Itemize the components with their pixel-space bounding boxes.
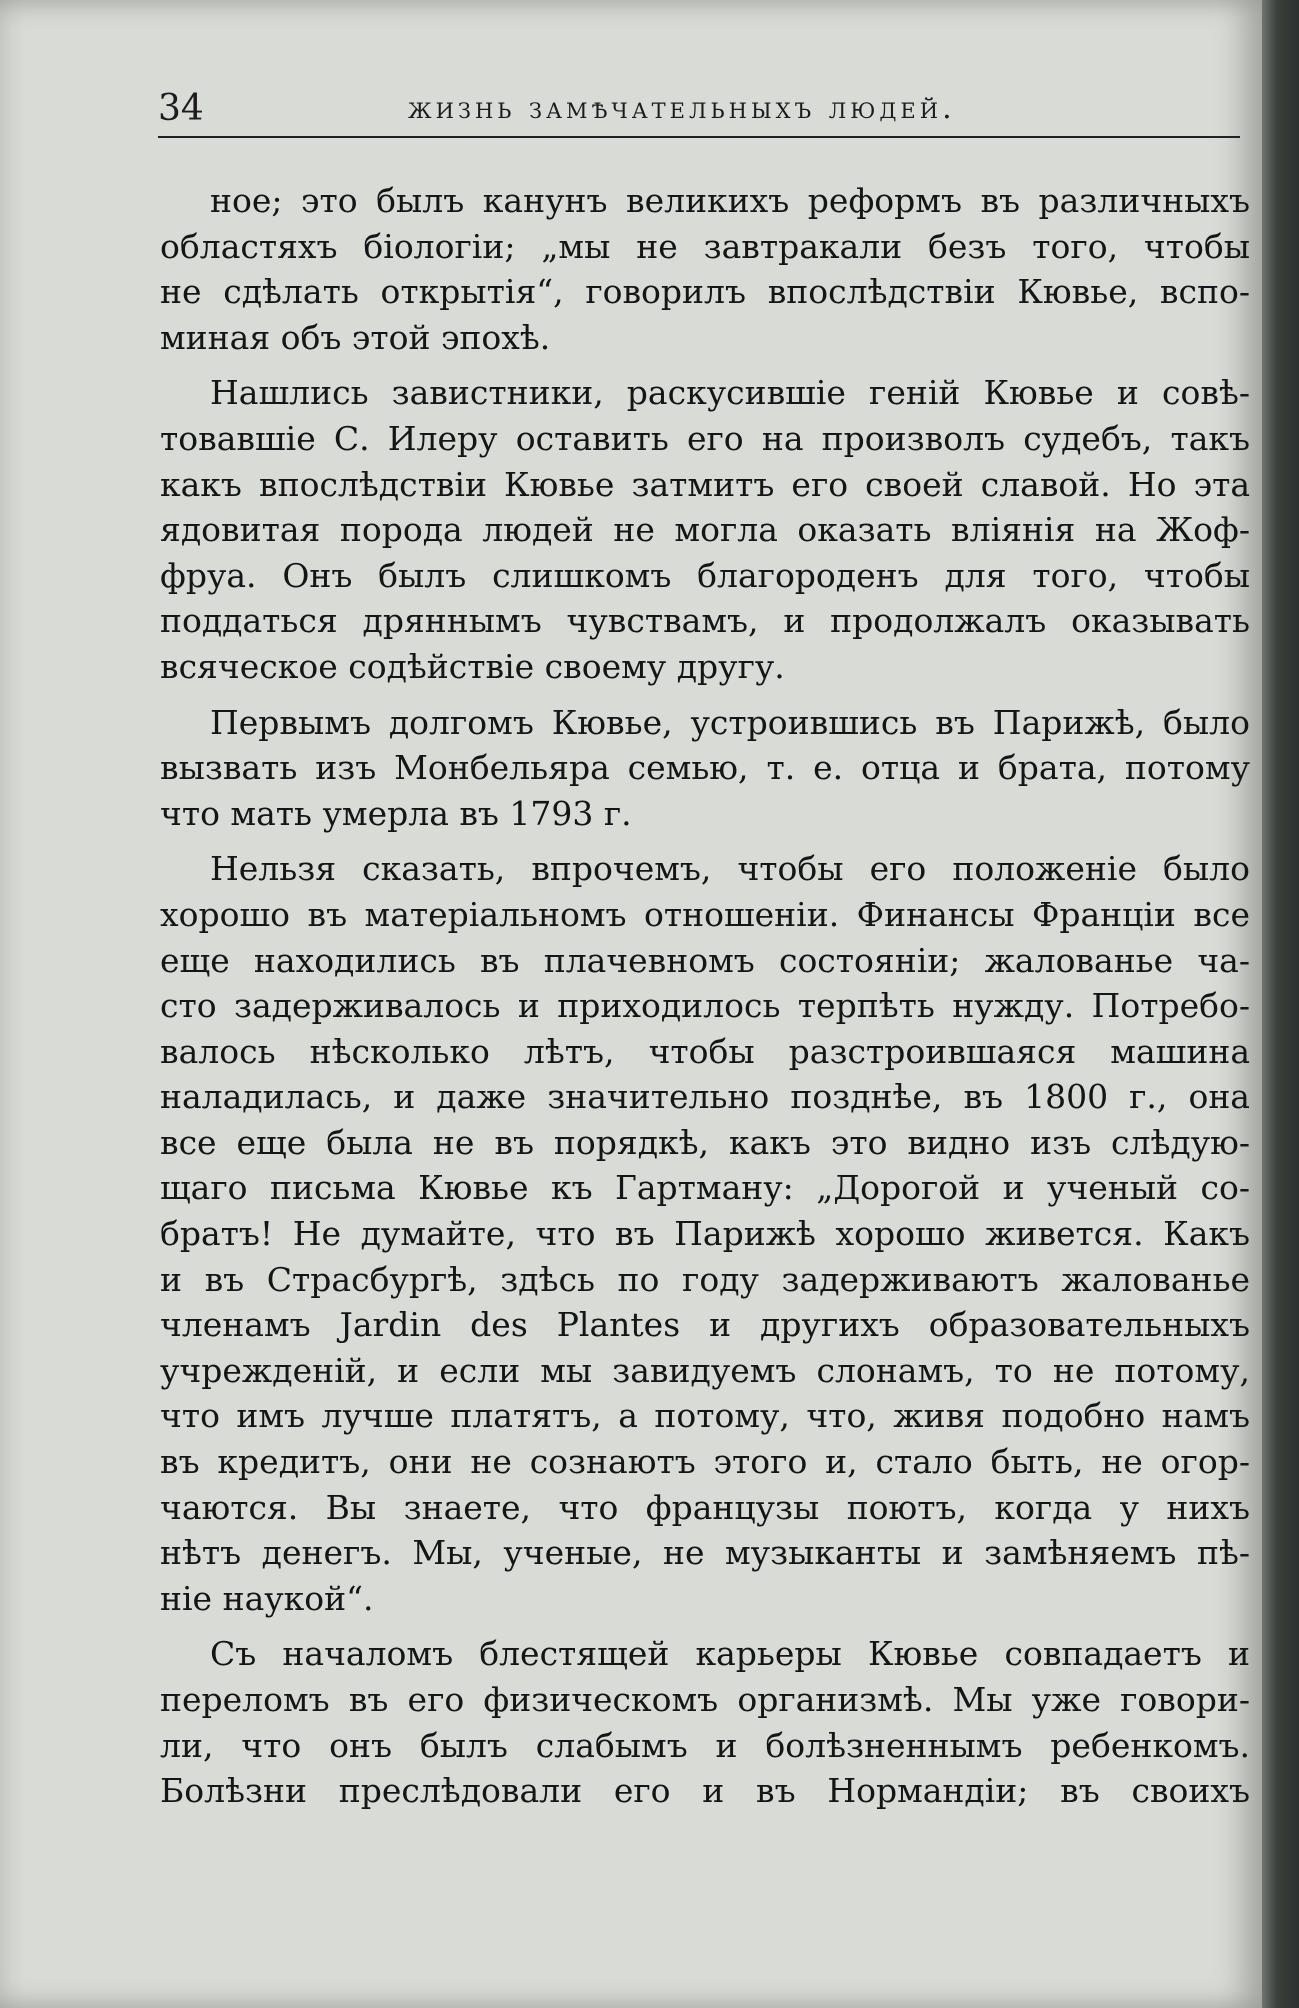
text-line: ли, что онъ былъ слабымъ и болѣзненнымъ ребенкомъ. [160,1725,1250,1765]
text-line: всяческое содѣйствіе своему другу. [160,646,785,686]
text-line: что имъ лучше платятъ, а потому, что, живя подобно намъ [160,1396,1250,1436]
text-line: областяхъ біологіи; „мы не завтракали безъ того, чтобы [160,226,1250,266]
paragraph [160,1631,1250,1813]
header-rule [158,136,1240,138]
text-line: Болѣзни преслѣдовали его и въ Нормандіи; въ своихъ [160,1771,1250,1811]
text-line: ядовитая порода людей не могла оказать вліянія на Жоф- [160,510,1250,550]
text-line: Первымъ долгомъ Кювье, устроившись въ Парижѣ, было [210,702,1250,742]
text-line: учрежденій, и если мы завидуемъ слонамъ, то не потому, [160,1350,1250,1390]
paragraph [160,700,1250,837]
text-line: поддаться дряннымъ чувствамъ, и продолжалъ оказывать [160,601,1250,641]
text-line: какъ впослѣдствіи Кювье затмитъ его своей славой. Но эта [160,464,1250,504]
text-line: щаго письма Кювье къ Гартману: „Дорогой и ученый со- [160,1168,1250,1208]
book-edge-shadow [1262,0,1299,2008]
text-line: вызвать изъ Монбельяра семью, т. е. отца и брата, потому [160,748,1250,788]
text-line: въ кредитъ, они не сознаютъ этого и, стало быть, не огор- [160,1442,1250,1482]
text-line: братъ! Не думайте, что въ Парижѣ хорошо живется. Какъ [160,1214,1250,1254]
text-line: товавшіе С. Илеру оставить его на произволъ судебъ, такъ [160,418,1250,458]
page-number: 34 [158,88,204,129]
text-line: и въ Страсбургѣ, здѣсь по году задерживаютъ жалованье [160,1259,1250,1299]
text-line: фруа. Онъ былъ слишкомъ благороденъ для того, чтобы [160,555,1250,595]
text-line: наладилась, и даже значительно позднѣе, въ 1800 г., она [160,1077,1250,1117]
paragraph [160,370,1250,689]
text-line: все еще была не въ порядкѣ, какъ это видно изъ слѣдую- [160,1122,1250,1162]
text-line: что мать умерла въ 1793 г. [160,793,632,833]
text-line: чаются. Вы знаете, что французы поютъ, когда у нихъ [160,1487,1250,1527]
text-line: нѣтъ денегъ. Мы, ученые, не музыканты и замѣняемъ пѣ- [160,1533,1250,1573]
text-line: переломъ въ его физическомъ организмѣ. Мы уже говори- [160,1680,1250,1719]
body-text [160,178,1250,1814]
text-line: хорошо въ матеріальномъ отношеніи. Финансы Франціи все [160,894,1250,934]
text-line: сто задерживалось и приходилось терпѣть нужду. Потребо- [160,986,1250,1026]
text-line: ное; это былъ канунъ великихъ реформъ въ различныхъ [210,181,1250,220]
paragraph [160,846,1250,1621]
running-title: жизнь замѣчательныхъ людей. [408,91,956,126]
text-line: ніе наукой“. [160,1578,374,1618]
text-line: не сдѣлать открытія“, говорилъ впослѣдствіи Кювье, вспо- [160,272,1250,312]
page-header [158,84,1238,134]
text-line: валось нѣсколько лѣтъ, чтобы разстроившаяся машина [160,1031,1250,1071]
paragraph [160,178,1250,360]
text-line: еще находились въ плачевномъ состояніи; жалованье ча- [160,940,1250,980]
text-line: миная объ этой эпохѣ. [160,317,551,357]
text-line: Нельзя сказать, впрочемъ, чтобы его положеніе было [210,849,1250,889]
text-line: Съ началомъ блестящей карьеры Кювье совпадаетъ и [210,1634,1250,1674]
text-line: Нашлись завистники, раскусившіе геній Кювье и совѣ- [210,373,1250,413]
text-line: членамъ Jardin des Plantes и другихъ образовательныхъ [160,1305,1250,1345]
